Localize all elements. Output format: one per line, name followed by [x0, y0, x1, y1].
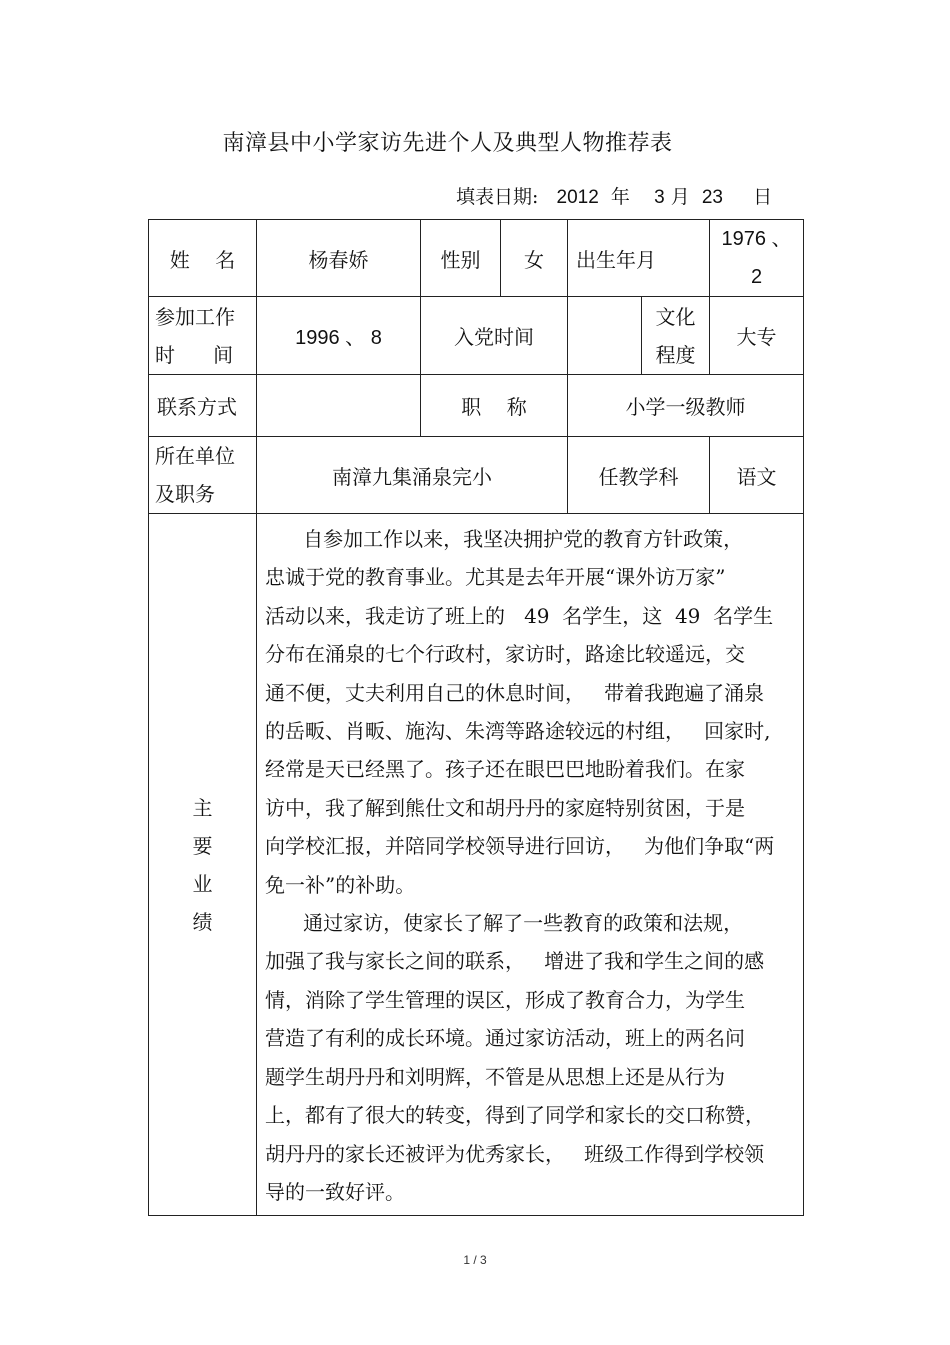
work-label-line2: 时 间: [155, 342, 234, 367]
work-value: 1996 、 8: [257, 297, 421, 375]
achievements-label-char: 要: [192, 833, 213, 858]
fill-date-day-unit: 日: [753, 186, 773, 208]
achievement-line: 向学校汇报，并陪同学校领导进行回访， 为他们争取“两: [265, 834, 775, 859]
achievement-line: 通过家访，使家长了解了一些教育的政策和法规，: [265, 911, 744, 936]
page-title: 南漳县中小学家访先进个人及典型人物推荐表: [222, 131, 673, 156]
achievement-line: 免一补”的补助。: [265, 872, 416, 897]
fill-date-label: 填表日期:: [456, 186, 539, 208]
achievements-label-char: 主: [192, 795, 213, 820]
recommendation-form: [148, 219, 804, 1216]
achievements-text: [257, 514, 804, 1216]
achievement-line: 情，消除了学生管理的误区，形成了教育合力，为学生: [265, 987, 745, 1012]
row-work: [149, 297, 804, 375]
fill-date-year-unit: 年: [610, 186, 630, 208]
edu-value: 大专: [710, 297, 804, 375]
achievement-line: 导的一致好评。: [265, 1179, 405, 1204]
birth-value-line1: 1976 、: [721, 228, 792, 250]
birth-value: [710, 220, 804, 297]
fill-date: [456, 182, 772, 209]
achievements-label-char: 绩: [192, 909, 213, 934]
edu-label-line1: 文化: [655, 304, 696, 329]
achievement-line: 题学生胡丹丹和刘明辉，不管是从思想上还是从行为: [265, 1064, 725, 1089]
achievement-line: 上，都有了很大的转变，得到了同学和家长的交口称赞，: [265, 1103, 765, 1128]
edu-label-line2: 程度: [655, 342, 696, 367]
title-value: 小学一级教师: [568, 375, 804, 437]
row-name: [149, 220, 804, 297]
page-number: 1 / 3: [463, 1253, 487, 1267]
name-label: 姓 名: [149, 220, 257, 297]
fill-date-month-unit: 月: [670, 186, 690, 208]
achievement-line: 忠诚于党的教育事业。尤其是去年开展“课外访万家”: [265, 565, 726, 590]
subject-label: 任教学科: [568, 437, 710, 514]
title-label: 职 称: [421, 375, 568, 437]
contact-value: [257, 375, 421, 437]
unit-value: 南漳九集涌泉完小: [257, 437, 568, 514]
work-label: [149, 297, 257, 375]
achievement-line: 胡丹丹的家长还被评为优秀家长， 班级工作得到学校领: [265, 1141, 765, 1166]
gender-label: 性别: [421, 220, 501, 297]
row-achievements: [149, 514, 804, 1216]
achievement-line: 通不便，丈夫利用自己的休息时间， 带着我跑遍了涌泉: [265, 680, 765, 705]
achievement-line: 分布在涌泉的七个行政村，家访时，路途比较遥远，交: [265, 642, 745, 667]
achievement-line: 的岳畈、肖畈、施沟、朱湾等路途较远的村组， 回家时,: [265, 719, 771, 744]
achievement-line: 加强了我与家长之间的联系， 增进了我和学生之间的感: [265, 949, 765, 974]
achievements-label: [149, 514, 257, 1216]
achievement-line: 经常是天已经黑了。孩子还在眼巴巴地盼着我们。在家: [265, 757, 745, 782]
party-label: 入党时间: [421, 297, 568, 375]
party-value: [568, 297, 642, 375]
row-unit: [149, 437, 804, 514]
achievement-line: 营造了有利的成长环境。通过家访活动，班上的两名问: [265, 1026, 745, 1051]
birth-label: 出生年月: [568, 220, 710, 297]
work-label-line1: 参加工作: [155, 304, 235, 329]
fill-date-month: 3: [654, 187, 665, 208]
achievement-line: 自参加工作以来，我坚决拥护党的教育方针政策，: [265, 527, 744, 551]
achievement-line: 访中，我了解到熊仕文和胡丹丹的家庭特别贫困，于是: [265, 795, 745, 820]
fill-date-year: 2012: [556, 187, 599, 208]
subject-value: 语文: [710, 437, 804, 514]
achievement-line: 活动以来，我走访了班上的 49 名学生，这 49 名学生: [265, 603, 774, 628]
birth-value-line2: 2: [750, 266, 763, 288]
achievements-label-char: 业: [192, 871, 213, 896]
fill-date-day: 23: [701, 187, 723, 208]
unit-label-line2: 及职务: [155, 482, 215, 506]
contact-label: 联系方式: [149, 375, 257, 437]
edu-label: [642, 297, 710, 375]
achievements-lines: [265, 520, 795, 1211]
name-value: 杨春娇: [257, 220, 421, 297]
gender-value: 女: [501, 220, 568, 297]
row-contact: [149, 375, 804, 437]
unit-label-line1: 所在单位: [155, 444, 235, 468]
unit-label: [149, 437, 257, 514]
